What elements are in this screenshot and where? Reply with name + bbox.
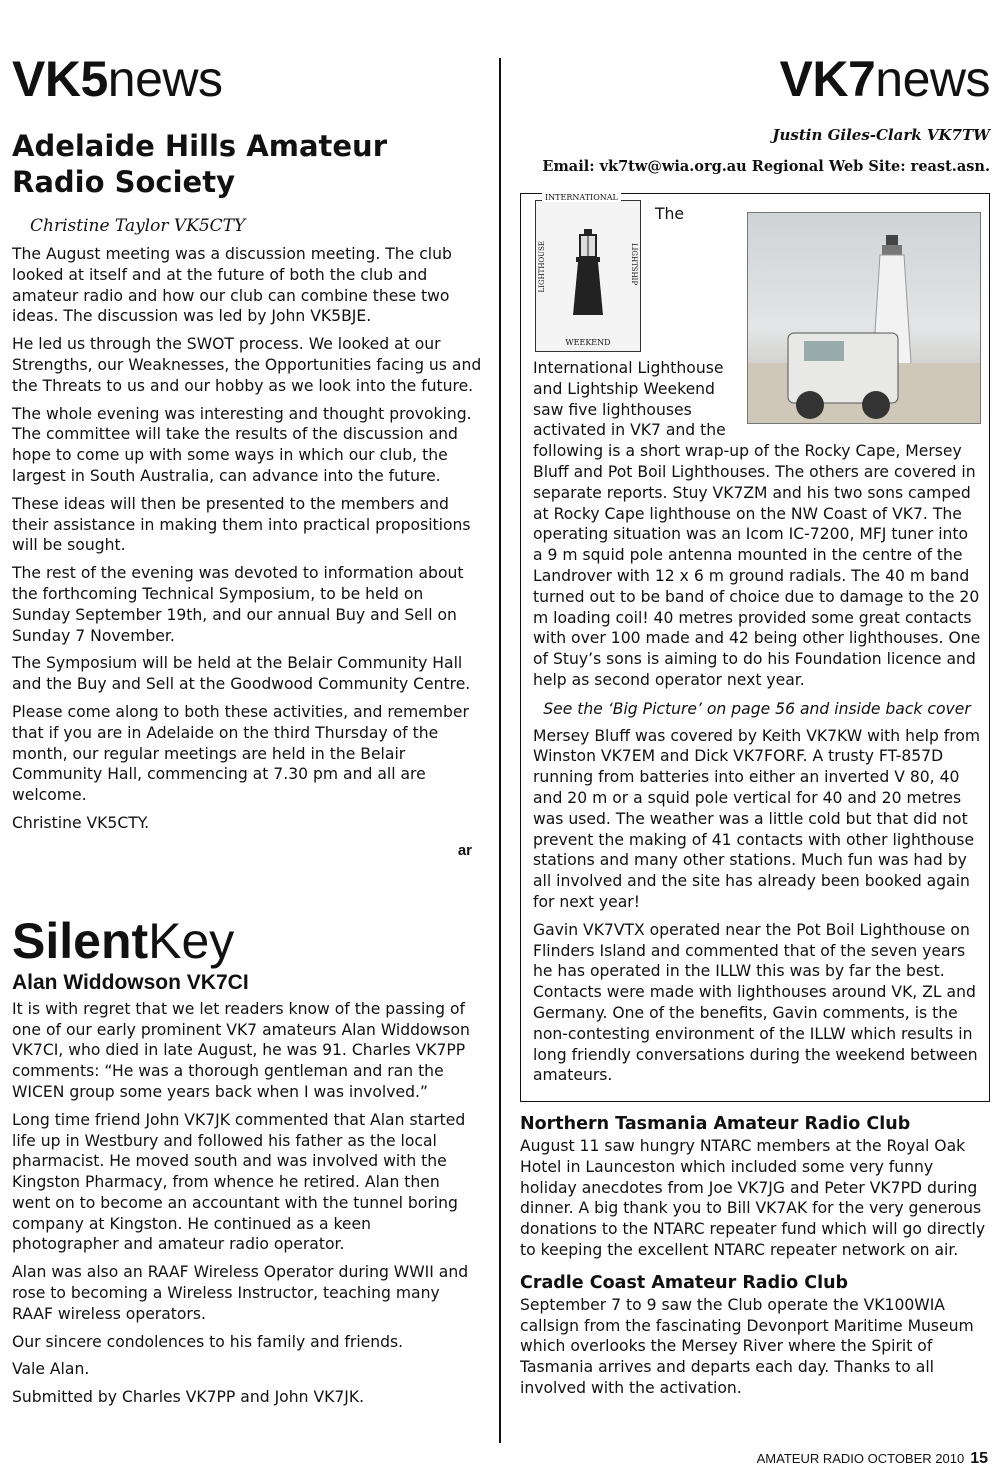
paragraph: Alan was also an RAAF Wireless Operator during WWII and rose to becoming a Wireless Instructor, teaching many RAAF wireless operators. — [12, 1263, 469, 1323]
left-column — [12, 48, 482, 1415]
paragraph: The International Lighthouse and Lightship Weekend saw five lighthouses activated in VK7 and the following is a short wrap-up of the Rocky Cape, Mersey Bluff and Pot Boil Lighthouses. The others are covered in separate reports. Stuy VK7ZM and his two sons camped at Rocky Cape lighthouse on the NW Coast of VK7. The operating situation was an Icom IC-7200, MFJ tuner into a 9 m squid pole antenna mounted in the centre of the Landrover with 12 x 6 m ground radials. The 40 m band turned out to be band of choice due to damage to the 20 m loading coil! 40 metres provided some great contacts with over 100 made and 42 being other lighthouses. One of Stuy’s sons is aiming to do his Foundation licence and help as second operator next year. — [533, 205, 981, 689]
article-byline: Christine Taylor VK5CTY — [30, 216, 246, 236]
article-headline: Adelaide Hills Amateur Radio Society — [12, 129, 388, 199]
paragraph: These ideas will then be presented to the members and their assistance in making them into practical propositions will be sought. — [12, 494, 471, 555]
contact-line: Email: vk7tw@wia.org.au Regional Web Site: reast.asn. — [542, 158, 990, 175]
section-heading: Northern Tasmania Amateur Radio Club — [520, 1114, 911, 1135]
page-footer — [757, 1450, 988, 1468]
paragraph: The whole evening was interesting and thought provoking. The committee will take the results of the discussion and hope to come up with some ways in which our club, the largest in South Australia, can advance into the future. — [12, 404, 472, 485]
paragraph: Mersey Bluff was covered by Keith VK7KW with help from Winston VK7EM and Dick VK7FORF. A trusty FT-857D running from batteries into either an inverted V 80, 40 and 20 m or a squid pole vertical for 40 and 20 metres was used. The weather was a little cold but that did not prevent the making of 41 contacts with other lighthouse stations and many other stations. Much fun was had by all involved and the site has already been booked again for next year! — [533, 726, 981, 911]
photo-caption: See the ‘Big Picture’ on page 56 and inside back cover — [543, 699, 971, 718]
illw-logo — [535, 193, 641, 352]
end-mark: ar — [457, 841, 472, 859]
logo-text-right: LIGHTSHIP — [630, 243, 638, 286]
paragraph: Our sincere condolences to his family and friends. — [12, 1332, 404, 1351]
column-divider — [499, 58, 501, 1443]
publication-info: AMATEUR RADIO OCTOBER 2010 — [756, 1451, 965, 1466]
lighthouse-article-box — [520, 193, 990, 1102]
paragraph: Gavin VK7VTX operated near the Pot Boil Lighthouse on Flinders Island and commented that of the seven years he has operated in the ILLW this was by far the best. Contacts were made with lighthouses around VK, ZL and Germany. One of the benefits, Gavin comments, is the non-contesting environment of the ILLW which results in long friendly conversations during the weekend between amateurs. — [533, 920, 978, 1085]
paragraph: Please come along to both these activities, and remember that if you are in Adelaide on the third Thursday of the month, our regular meetings are held in the Belair Community Hall, commencing at 7.30 pm and all are welcome. — [12, 702, 469, 805]
paragraph: He led us through the SWOT process. We looked at our Strengths, our Weaknesses, the Opportunities facing us and the Threats to us and our hobby as we look into the future. — [12, 335, 482, 395]
paragraph: Long time friend John VK7JK commented that Alan started life up in Westbury and followed his father as the local pharmacist. He moved south and was involved with the Kingston Pharmacy, from whence he retired. Alan then went on to become an accountant with the tunnel boring company at Kingston. He continued as a keen photographer and amateur radio operator. — [12, 1110, 466, 1254]
page-number: 15 — [970, 1450, 988, 1467]
paragraph: Christine VK5CTY. — [12, 813, 150, 832]
landrover-lighthouse-photo — [747, 212, 981, 424]
logo-text-left: LIGHTHOUSE — [538, 241, 546, 293]
paragraph: The Symposium will be held at the Belair Community Hall and the Buy and Sell at the Goodwood Community Centre. — [12, 654, 471, 694]
section-heading: Cradle Coast Amateur Radio Club — [520, 1272, 849, 1293]
lighthouse-icon — [570, 227, 606, 317]
article-byline: Justin Giles-Clark VK7TW — [772, 126, 990, 144]
silent-key-masthead: SilentKey — [12, 912, 235, 969]
paragraph: August 11 saw hungry NTARC members at the Royal Oak Hotel in Launceston which included some very funny holiday anecdotes from Joe VK7JG and Peter VK7PD during dinner. A big thank you to Bill VK7AK for the very generous donations to the NTARC repeater fund which will go directly to keeping the excellent NTARC repeater network on air. — [520, 1137, 986, 1260]
silent-key-subhead: Alan Widdowson VK7CI — [12, 970, 249, 994]
paragraph: The rest of the evening was devoted to information about the forthcoming Technical Symposium, to be held on Sunday September 19th, and our annual Buy and Sell on Sunday 7 November. — [12, 564, 464, 645]
paragraph: Submitted by Charles VK7PP and John VK7JK. — [12, 1388, 365, 1407]
logo-text-bottom: WEEKEND — [565, 338, 611, 347]
vk7-masthead: VK7news — [779, 51, 990, 107]
right-column — [520, 48, 990, 1406]
paragraph: The August meeting was a discussion meeting. The club looked at itself and at the future of both the club and amateur radio and how our club can combine these two ideas. The discussion was led by John VK5BJE. — [12, 245, 452, 326]
paragraph: It is with regret that we let readers know of the passing of one of our early prominent VK7 amateurs Alan Widdowson VK7CI, who died in late August, he was 91. Charles VK7PP comments: “He was a thorough gentleman and ran the WICEN group some years back when I was involved.” — [12, 999, 470, 1101]
logo-text-top: INTERNATIONAL — [542, 193, 621, 202]
vk5-masthead: VK5news — [12, 51, 223, 107]
paragraph: September 7 to 9 saw the Club operate the VK100WIA callsign from the fascinating Devonport Maritime Museum which overlooks the Mersey River where the Spirit of Tasmania arrives and departs each day. Thanks to all involved with the activation. — [520, 1295, 974, 1398]
photo-illustration — [748, 213, 980, 423]
paragraph: Vale Alan. — [12, 1360, 90, 1379]
